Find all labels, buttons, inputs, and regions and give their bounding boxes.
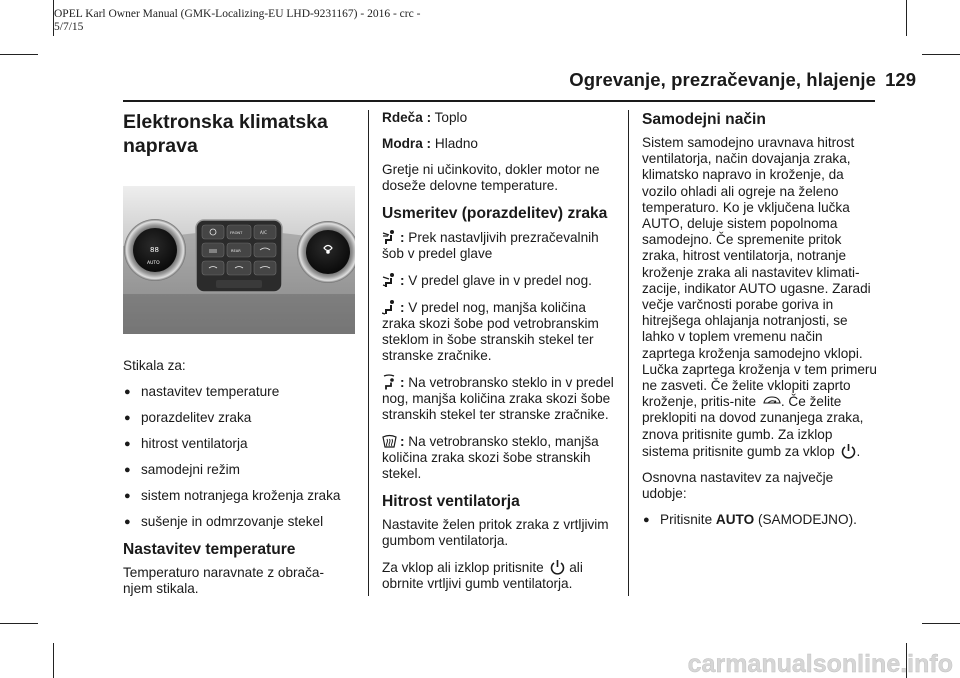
column-divider	[628, 110, 629, 596]
temperature-text: Temperaturo naravnate z obrača-njem stikala.	[123, 565, 324, 596]
blue-value: Hladno	[431, 136, 478, 151]
crop-mark	[0, 54, 38, 55]
list-item-text: sušenje in odmrzovanje stekel	[141, 514, 324, 529]
subheading-temperature: Nastavitev temperature	[123, 541, 296, 558]
list-item: ● samodejni režim	[124, 462, 240, 477]
dist-colon: :	[400, 375, 405, 390]
dist-colon: :	[400, 230, 405, 245]
heating-note: Gretje ni učinkovito, dokler motor ne doseže delovne temperature.	[382, 162, 600, 193]
running-head: Ogrevanje, prezračevanje, hlajenje	[569, 69, 876, 90]
column-3	[642, 110, 877, 538]
auto-text-c: .	[856, 443, 861, 459]
blue-line	[382, 136, 615, 152]
dist-text: V predel nog, manjša količina zraka skozi šobe pod vetrobranskim steklom in šobe stranskih stekel ter stranske zračnike.	[382, 300, 599, 363]
auto-text-a: Sistem samodejno uravnava hitrost ventilatorja, način dovajanja zraka, klimatsko napravo in kroženje, da vozilo ohladi ali ogreje na želeno temperaturo. Ko je vključena lučka AUTO, deluje sistem popolnoma samodejno. Če spremenite pritok zraka, hitrost ventilatorja, notranje kroženje zraka ali nastavitev klimati-zacije, indikator AUTO ugasne. Zaradi večje varčnosti porabe goriva in hitrejšega ohlajanja notranjosti, se lahko v toplem vremenu način zaprtega kroženja samodejno vklopi. Lučka zaprtega kroženja v tem primeru ne zasveti. Če želite vklopiti zaprto kroženje, pritis-nite	[642, 135, 877, 410]
dist-item-feet	[382, 299, 615, 364]
column-1	[123, 110, 355, 607]
fan-text-2a: Za vklop ali izklop pritisnite	[382, 560, 544, 575]
list-item-text: sistem notranjega kroženja zraka	[141, 488, 341, 503]
page-number: 129	[885, 69, 916, 90]
power-icon	[550, 559, 565, 575]
fan-text-2b: ali obrnite vrtljivi gumb ventilatorja.	[382, 560, 583, 591]
basic-setting-text: Osnovna nastavitev za največje udobje:	[642, 470, 834, 502]
fan-text-1: Nastavite želen pritok zraka z vrtljivim gumbom ventilatorja.	[382, 517, 609, 548]
column-2	[382, 110, 615, 602]
crop-mark	[922, 623, 960, 624]
watermark	[560, 648, 955, 678]
dist-text: V predel glave in v predel nog.	[404, 273, 592, 288]
blue-label: Modra :	[382, 136, 432, 151]
auto-mode-text	[642, 135, 877, 460]
dist-item-face-feet	[382, 272, 615, 289]
list-item-text: samodejni režim	[141, 462, 240, 477]
list-item-text: nastavitev temperature	[141, 384, 280, 399]
bullet-text-a: Pritisnite	[660, 512, 716, 528]
doc-meta-line2: 5/7/15	[54, 21, 84, 33]
feet-vent-icon	[382, 299, 397, 315]
recirculation-icon	[763, 395, 781, 407]
list-item: ● hitrost ventilatorja	[124, 436, 248, 451]
defrost-feet-icon	[382, 374, 397, 390]
subheading-auto-mode: Samodejni način	[642, 111, 766, 128]
section-title	[123, 110, 355, 158]
rear-defrost-label: REAR	[231, 249, 241, 253]
face-vent-icon	[382, 229, 397, 245]
dist-text: Na vetrobransko steklo, manjša količina zraka skozi šobe stranskih stekel.	[382, 434, 599, 481]
dist-text: Prek nastavljivih prezračevalnih šob v predel glave	[382, 230, 599, 261]
dist-colon: :	[400, 300, 405, 315]
ac-label: A/C	[260, 230, 267, 235]
list-item: ● porazdelitev zraka	[124, 410, 252, 425]
crop-mark	[0, 623, 38, 624]
crop-mark	[53, 643, 54, 678]
crop-mark	[906, 0, 907, 36]
watermark-text: carmanualsonline.info	[687, 650, 953, 678]
crop-mark	[922, 54, 960, 55]
red-label: Rdeča :	[382, 110, 432, 125]
dist-text: Na vetrobransko steklo in v predel nog, manjša količina zraka skozi šobe stranskih stekel ter stranske zračnike.	[382, 375, 614, 422]
red-value: Toplo	[431, 110, 468, 125]
switch-list	[123, 384, 355, 530]
power-icon	[841, 443, 856, 459]
list-item: ● Pritisnite AUTO (SAMODEJNO).	[643, 512, 857, 528]
intro-text: Stikala za:	[123, 358, 186, 373]
climate-control-panel-photo	[123, 176, 355, 334]
auto-label: AUTO	[147, 261, 160, 266]
list-item-text: hitrost ventilatorja	[141, 436, 248, 451]
bullet-text-auto: AUTO	[715, 512, 755, 528]
windshield-defrost-icon	[382, 433, 397, 449]
list-item-text: porazdelitev zraka	[141, 410, 252, 425]
basic-setting-list	[642, 512, 877, 528]
fan-text-2	[382, 559, 615, 592]
list-item: ● sušenje in odmrzovanje stekel	[124, 514, 324, 529]
subheading-fan-speed: Hitrost ventilatorja	[382, 493, 520, 510]
dist-item-defrost	[382, 433, 615, 482]
doc-meta-line1: OPEL Karl Owner Manual (GMK-Localizing-EU LHD-9231167) - 2016 - crc -	[54, 8, 421, 20]
column-divider	[368, 110, 369, 596]
red-line	[382, 110, 615, 126]
front-defrost-label: FRONT	[230, 231, 243, 235]
subheading-distribution: Usmeritev (porazdelitev) zraka	[382, 205, 608, 222]
section-title-line2: naprava	[123, 135, 198, 157]
auto-text-b: . Če želite preklopiti na dovod zunanjega zraka, znova pritisnite gumb. Za izklop sistema pritisnite gumb za vklop	[642, 394, 864, 459]
document-metadata	[54, 8, 514, 34]
dist-colon: :	[400, 273, 405, 288]
list-item: ● sistem notranjega kroženja zraka	[124, 488, 341, 503]
section-title-line1: Elektronska klimatska	[123, 111, 328, 133]
dist-item-defrost-feet	[382, 374, 615, 423]
bullet-text-c: (SAMODEJNO).	[754, 512, 857, 528]
header-rule	[123, 100, 875, 102]
dist-colon: :	[400, 434, 405, 449]
dist-item-face	[382, 229, 615, 262]
face-feet-vent-icon	[382, 272, 397, 288]
list-item: ● nastavitev temperature	[124, 384, 280, 399]
temperature-display: 88	[150, 246, 159, 254]
